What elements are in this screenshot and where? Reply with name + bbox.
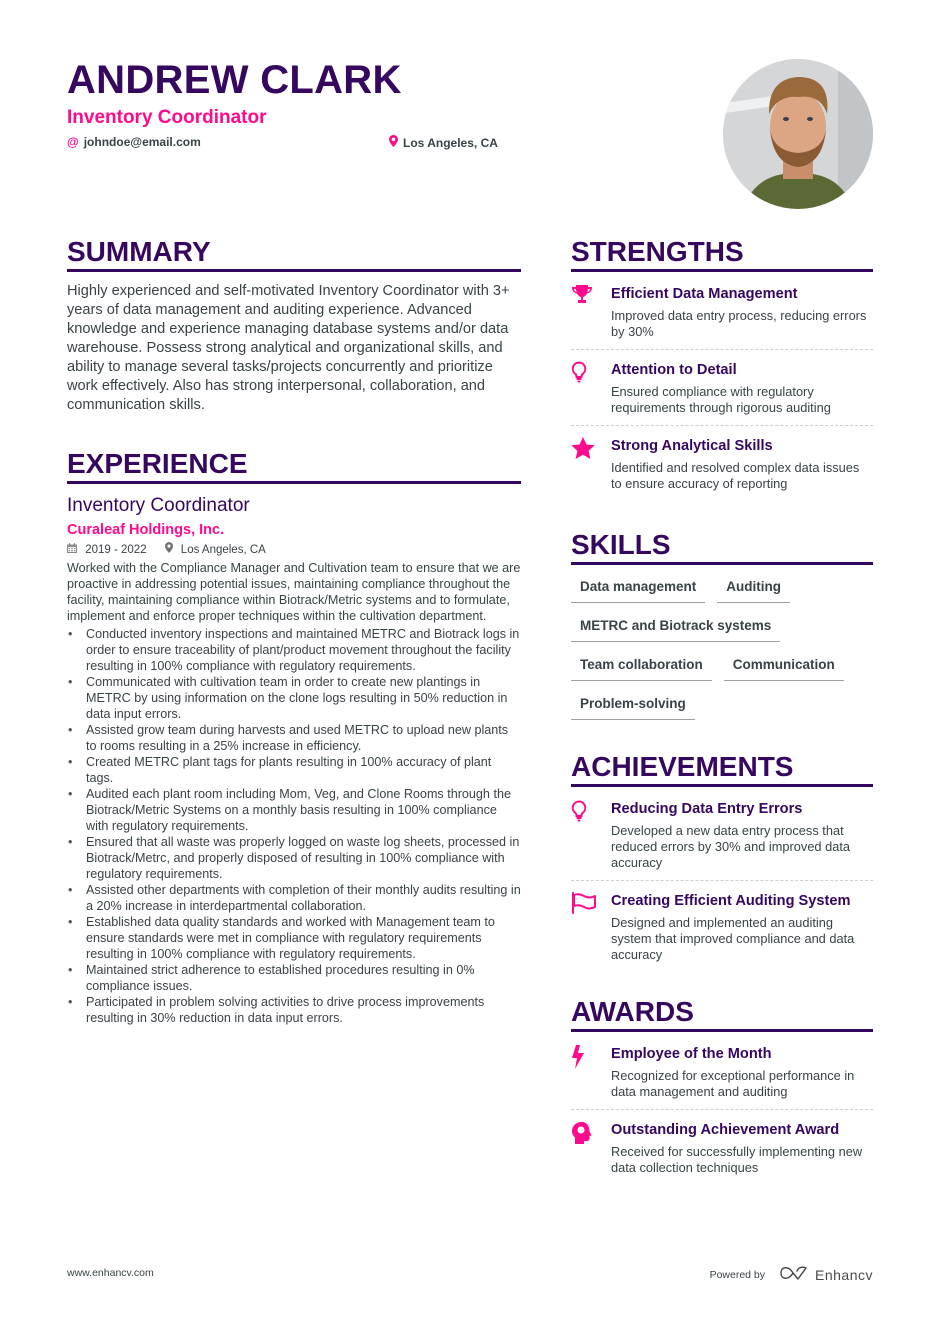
- email-text: johndoe@email.com: [83, 135, 201, 149]
- brand-logo[interactable]: [779, 1265, 873, 1284]
- job-title: Inventory Coordinator: [67, 495, 250, 516]
- achievements-heading: ACHIEVEMENTS: [571, 751, 873, 787]
- strength-desc: Ensured compliance with regulatory requirements through rigorous auditing: [611, 384, 831, 415]
- job-location: [165, 542, 266, 558]
- strength-item: [571, 274, 873, 350]
- lightbulb-icon: [571, 360, 611, 416]
- achievement-title: Creating Efficient Auditing System: [611, 893, 851, 909]
- strength-desc: Improved data entry process, reducing errors by 30%: [611, 308, 867, 339]
- contact-info: [67, 135, 687, 153]
- website-link[interactable]: www.enhancv.com: [67, 1267, 154, 1279]
- strengths-heading: STRENGTHS: [571, 236, 873, 272]
- job-bullet: • Maintained strict adherence to established procedures resulting in 0% compliance issues.: [67, 962, 521, 994]
- job-bullets: [67, 626, 521, 1026]
- flag-icon: [571, 891, 611, 963]
- candidate-role: Inventory Coordinator: [67, 107, 267, 128]
- skills-list: [571, 573, 873, 729]
- at-icon: @: [67, 135, 79, 149]
- job-bullet: • Conducted inventory inspections and maintained METRC and Biotrack logs in order to ensure traceability of plant/product movement throughout the facility resulting in 100% compliance with regulatory requirements.: [67, 626, 521, 674]
- achievement-title: Reducing Data Entry Errors: [611, 801, 803, 817]
- skill-tag: Problem-solving: [571, 690, 695, 720]
- strength-title: Strong Analytical Skills: [611, 438, 773, 454]
- job-bullet: • Audited each plant room including Mom, Veg, and Clone Rooms through the Biotrack/Metric Systems on a monthly basis resulting in 100% compliance with regulatory requirements.: [67, 786, 521, 834]
- job-bullet: • Participated in problem solving activities to drive process improvements resulting in 30% reduction in data input errors.: [67, 994, 521, 1026]
- skill-tag: Data management: [571, 573, 705, 603]
- skill-tag: Communication: [724, 651, 844, 681]
- skill-tag: METRC and Biotrack systems: [571, 612, 780, 642]
- achievements-section: [571, 751, 873, 972]
- skill-tag: Team collaboration: [571, 651, 712, 681]
- job-meta: [67, 542, 521, 558]
- job-bullet: • Established data quality standards and worked with Management team to ensure standards were met in compliance with regulatory requirements resulting in 100% compliance with regulatory requirements.: [67, 914, 521, 962]
- job-bullet: • Assisted grow team during harvests and used METRC to upload new plants to rooms resulting in a 25% increase in efficiency.: [67, 722, 521, 754]
- powered-by-label: Powered by: [709, 1268, 766, 1281]
- award-item: [571, 1034, 873, 1110]
- award-title: Outstanding Achievement Award: [611, 1122, 840, 1138]
- profile-photo: [723, 59, 873, 209]
- summary-section: [67, 236, 521, 415]
- job-location-text: Los Angeles, CA: [180, 544, 266, 556]
- job-dates: [67, 542, 147, 558]
- head-icon: [571, 1120, 611, 1176]
- right-column: [571, 236, 873, 1185]
- footer: [67, 1265, 873, 1281]
- enhancv-logo-icon: [779, 1265, 809, 1284]
- award-desc: Recognized for exceptional performance in data management and auditing: [611, 1068, 855, 1099]
- map-pin-icon: [165, 544, 176, 556]
- powered-by: [710, 1265, 873, 1284]
- strength-title: Efficient Data Management: [611, 286, 798, 302]
- location-contact: [389, 135, 498, 150]
- company-name: Curaleaf Holdings, Inc.: [67, 522, 225, 538]
- candidate-name: ANDREW CLARK: [67, 58, 402, 102]
- skills-section: [571, 529, 873, 729]
- resume-header: [67, 56, 687, 153]
- job-bullet: • Ensured that all waste was properly logged on waste log sheets, processed in Biotrack/Metrc, and properly disposed of resulting in 100% compliance with regulatory requirements.: [67, 834, 521, 882]
- strength-item: [571, 350, 873, 426]
- left-column: [67, 236, 521, 1026]
- awards-heading: AWARDS: [571, 996, 873, 1032]
- achievement-desc: Designed and implemented an auditing system that improved compliance and data accuracy: [611, 915, 855, 962]
- strengths-section: [571, 236, 873, 501]
- calendar-icon: [67, 544, 80, 556]
- strength-item: [571, 426, 873, 501]
- summary-text: Highly experienced and self-motivated Inventory Coordinator with 3+ years of data management and auditing experience. Advanced knowledge and experience managing database systems and/or data warehouse. Possess strong analytical and organizational skills, and ability to manage several tasks/projects concurrently and prioritize work effectively. Also has strong interpersonal, collaboration, and communication skills.: [67, 283, 510, 413]
- job-dates-text: 2019 - 2022: [85, 544, 147, 556]
- experience-heading: EXPERIENCE: [67, 448, 521, 484]
- location-text: Los Angeles, CA: [403, 135, 498, 150]
- trophy-icon: [571, 284, 611, 340]
- brand-name: Enhancv: [815, 1266, 873, 1283]
- email-contact[interactable]: [67, 135, 201, 149]
- achievement-item: [571, 789, 873, 881]
- job-bullet: • Communicated with cultivation team in order to create new plantings in METRC by using information on the clone logs resulting in 50% reduction in data input errors.: [67, 674, 521, 722]
- job-bullet: • Created METRC plant tags for plants resulting in 100% accuracy of plant tags.: [67, 754, 521, 786]
- skills-heading: SKILLS: [571, 529, 873, 565]
- skill-tag: Auditing: [717, 573, 790, 603]
- awards-section: [571, 996, 873, 1185]
- achievement-desc: Developed a new data entry process that reduced errors by 30% and improved data accuracy: [611, 823, 851, 870]
- star-icon: [571, 436, 611, 492]
- lightbulb-icon: [571, 799, 611, 871]
- lightning-icon: [571, 1044, 611, 1100]
- map-pin-icon: [389, 135, 398, 150]
- experience-section: [67, 448, 521, 1026]
- job-entry: [67, 494, 521, 1026]
- job-description: Worked with the Compliance Manager and Cultivation team to ensure that we are proactive in addressing potential issues, maintaining compliance throughout the facility, maintaining compliance within Biotrack/Metric systems and to formulate, implement and enforce proper techniques within the cultivation department.: [67, 561, 521, 623]
- strength-desc: Identified and resolved complex data issues to ensure accuracy of reporting: [611, 460, 860, 491]
- job-bullet: • Assisted other departments with completion of their monthly audits resulting in a 20% increase in interdepartmental collaboration.: [67, 882, 521, 914]
- summary-heading: SUMMARY: [67, 236, 521, 272]
- award-title: Employee of the Month: [611, 1046, 772, 1062]
- achievement-item: [571, 881, 873, 972]
- award-desc: Received for successfully implementing new data collection techniques: [611, 1144, 863, 1175]
- strength-title: Attention to Detail: [611, 362, 737, 378]
- award-item: [571, 1110, 873, 1185]
